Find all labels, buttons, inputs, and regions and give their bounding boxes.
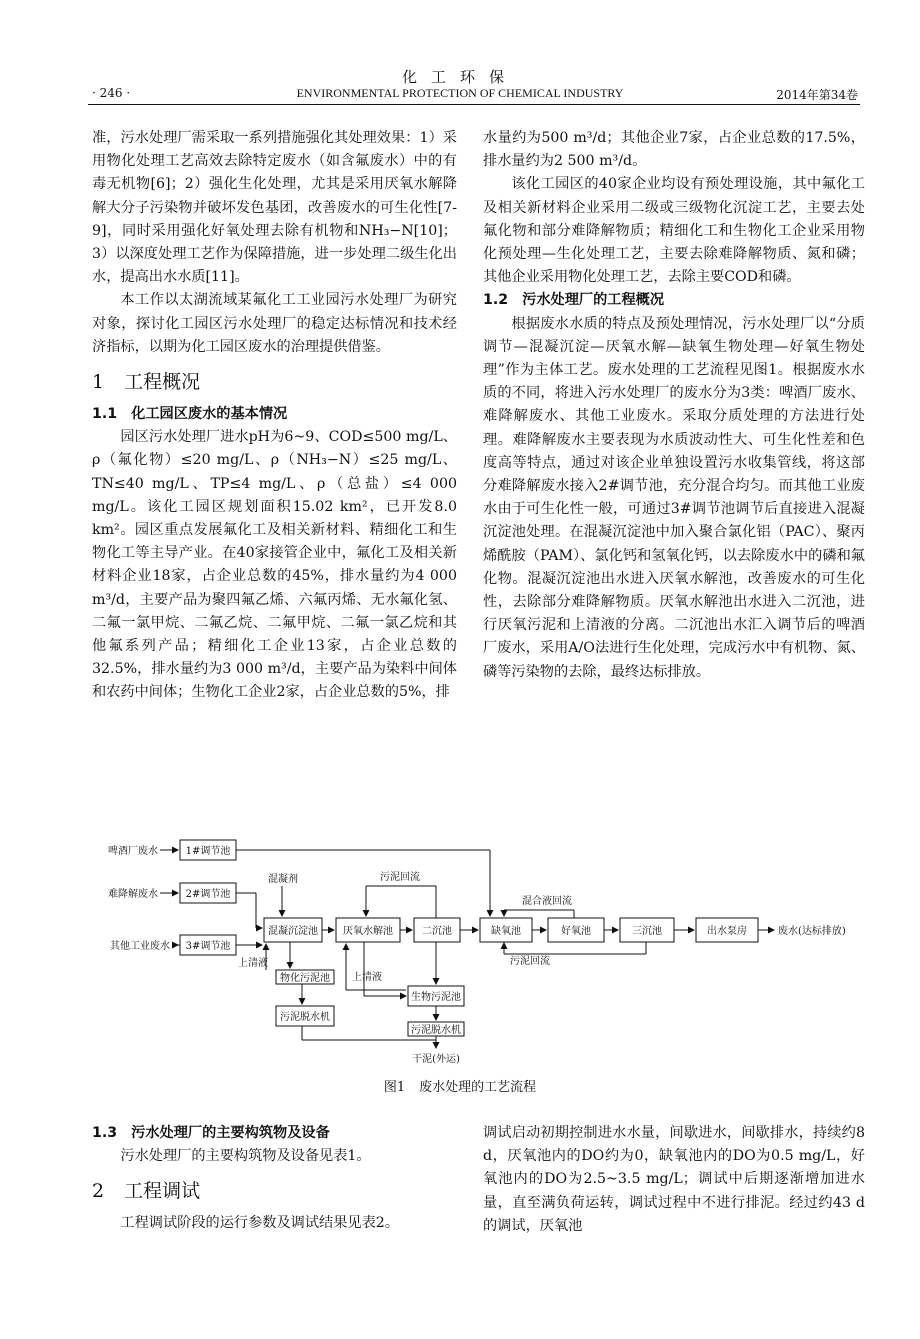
section-1-number: 1	[92, 371, 105, 394]
volume-label: 2014年第34卷	[776, 88, 858, 102]
tank-1-label: 1#调节池	[185, 846, 231, 857]
process-flow-diagram	[90, 830, 870, 1068]
section-1-1-number: 1.1	[92, 406, 118, 423]
label-coagulant: 混凝剂	[268, 874, 298, 885]
label-discharge: 废水(达标排放)	[778, 926, 846, 937]
journal-title-en: ENVIRONMENTAL PROTECTION OF CHEMICAL INDUSTRY	[296, 86, 624, 100]
tank-2-label: 2#调节池	[185, 889, 231, 900]
section-1-1-paragraph: 园区污水处理厂进水pH为6~9、COD≤500 mg/L、ρ（氟化物）≤20 mg/L、ρ（NH₃−N）≤25 mg/L、TN≤40 mg/L、TP≤4 mg/L、ρ（总盐）≤4 000 mg/L。该化工园区规划面积15.02 km²，已开发8.0 km²。园区重点发展氟化工及相关新材料、精细化工和生物化工等主导产业。在40家接管企业中，氟化工及相关新材料企业18家，占企业总数的45%，排水量约为4 000 m³/d，主要产品为聚四氟乙烯、六氟丙烯、无水氟化氢、二氟一氯甲烷、二氟乙烷、二氟甲烷、二氟一氯乙烷和其他氟系列产品；精细化工企业13家，占企业总数的32.5%，排水量约为3 000 m³/d，主要产品为染料中间体和农药中间体；生物化工企业2家，占企业总数的5%，排	[92, 429, 457, 701]
unit-bio-sludge: 生物污泥池	[411, 992, 461, 1003]
section-1-3-number: 1.3	[92, 1125, 118, 1141]
intro-paragraph: 本工作以太湖流域某氟化工工业园污水处理厂为研究对象，探讨化工园区污水处理厂的稳定达标情况和技术经济指标，以期为化工园区废水的治理提供借鉴。	[92, 292, 457, 355]
section-2-number: 2	[92, 1180, 105, 1203]
section-1-2-number: 1.2	[483, 292, 509, 309]
label-supernatant-2: 上清液	[352, 972, 382, 983]
pretreatment-paragraph: 该化工园区的40家企业均设有预处理设施，其中氟化工及相关新材料企业采用二级或三级物化沉淀工艺，主要去处氟化物和部分难降解物质；精细化工和生物化工企业采用物化预处理—生化处理工艺，主要去除难降解物质、氮和磷；其他企业采用物化处理工艺，去除主要COD和磷。	[483, 176, 865, 286]
input-label-refractory: 难降解废水	[108, 889, 158, 900]
figure-number: 图1	[383, 1080, 406, 1095]
unit-anaerobic: 厌氧水解池	[343, 926, 393, 937]
journal-title-cn: 化工环保	[401, 68, 518, 86]
bottom-right-column	[483, 1122, 865, 1238]
label-dry-sludge: 干泥(外运)	[412, 1054, 460, 1065]
figure-caption	[0, 1076, 920, 1095]
input-label-brewery: 啤酒厂废水	[108, 846, 158, 857]
section-1-heading	[92, 365, 457, 399]
section-1-1-heading	[92, 403, 457, 426]
section-1-1-title: 化工园区废水的基本情况	[131, 406, 288, 423]
section-1-2-paragraph: 根据废水水质的特点及预处理情况，污水处理厂以“分质调节—混凝沉淀—厌氧水解—缺氧生物处理—好氧生物处理”作为主体工艺。废水处理的工艺流程见图1。根据废水水质的不同，将进入污水处理厂的废水分为3类：啤酒厂废水、难降解废水、其他工业废水。采取分质处理的方法进行处理。难降解废水主要表现为水质波动性大、可生化性差和色度高等特点，通过对该企业单独设置污水收集管线，将这部分难降解废水接入2#调节池，充分混合均匀。而其他工业废水由于可生化性一般，可通过3#调节池调节后直接进入混凝沉淀池处理。在混凝沉淀池中加入聚合氯化铝（PAC）、聚丙烯酰胺（PAM）、氯化钙和氢氧化钙，以去除废水中的磷和氟化物。混凝沉淀池出水进入厌氧水解池，改善废水的可生化性，去除部分难降解物质。厌氧水解池出水进入二沉池，进行厌氧污泥和上清液的分离。二沉池出水汇入调节后的啤酒厂废水，采用A/O法进行生化处理，完成污水中有机物、氮、磷等污染物的去除，最终达标排放。	[483, 315, 865, 680]
unit-tertiary-clarifier: 三沉池	[632, 926, 662, 937]
header-rule	[88, 104, 860, 105]
section-2-paragraph: 工程调试阶段的运行参数及调试结果见表2。	[120, 1215, 399, 1232]
debug-paragraph: 调试启动初期控制进水水量，间歇进水，间歇排水，持续约8 d，厌氧池内的DO约为0，缺氧池内的DO为0.5 mg/L，好氧池内的DO为2.5~3.5 mg/L；调试中后期逐渐增加进水量，直至满负荷运转，调试过程中不进行排泥。经过约43 d的调试，厌氧池	[483, 1125, 865, 1234]
section-2-title: 工程调试	[124, 1180, 201, 1203]
label-sludge-return-1: 污泥回流	[380, 872, 420, 883]
input-label-other: 其他工业废水	[110, 941, 170, 952]
section-1-3-paragraph: 污水处理厂的主要构筑物及设备见表1。	[120, 1148, 371, 1165]
label-supernatant-1: 上清液	[238, 958, 268, 969]
unit-dewater-1: 污泥脱水机	[280, 1012, 330, 1023]
unit-pump-house: 出水泵房	[707, 926, 747, 937]
unit-coagulation: 混凝沉淀池	[268, 926, 318, 937]
section-1-2-title: 污水处理厂的工程概况	[522, 292, 665, 309]
section-2-heading	[92, 1174, 457, 1208]
right-column	[483, 127, 865, 684]
tank-3-label: 3#调节池	[185, 941, 231, 952]
section-1-3-heading	[92, 1122, 457, 1145]
label-sludge-return-2: 污泥回流	[510, 956, 550, 967]
unit-anoxic: 缺氧池	[491, 926, 521, 937]
label-mixed-return: 混合液回流	[522, 896, 572, 907]
section-1-title: 工程概况	[124, 371, 201, 394]
intro-continuation: 准，污水处理厂需采取一系列措施强化其处理效果：1）采用物化处理工艺高效去除特定废水（如含氟废水）中的有毒无机物[6]；2）强化生化处理，尤其是采用厌氧水解降解大分子污染物并破坏发色基团，改善废水的可生化性[7-9]，同时采用强化好氧处理去除有机物和NH₃−N[10]；3）以深度处理工艺作为保障措施，进一步处理二级生化出水，提高出水水质[11]。	[92, 130, 457, 286]
unit-secondary-clarifier: 二沉池	[422, 926, 452, 937]
discharge-continuation: 水量约为500 m³/d；其他企业7家，占企业总数的17.5%，排水量约为2 500 m³/d。	[483, 130, 865, 170]
left-column	[92, 127, 457, 705]
unit-physchem-sludge: 物化污泥池	[280, 973, 330, 984]
unit-aerobic: 好氧池	[561, 926, 591, 937]
unit-dewater-2: 污泥脱水机	[411, 1025, 461, 1036]
bottom-left-column	[92, 1122, 457, 1236]
section-1-2-heading	[483, 289, 865, 312]
page-number: · 246 ·	[92, 86, 131, 100]
figure-title: 废水处理的工艺流程	[419, 1080, 537, 1095]
section-1-3-title: 污水处理厂的主要构筑物及设备	[131, 1125, 330, 1141]
